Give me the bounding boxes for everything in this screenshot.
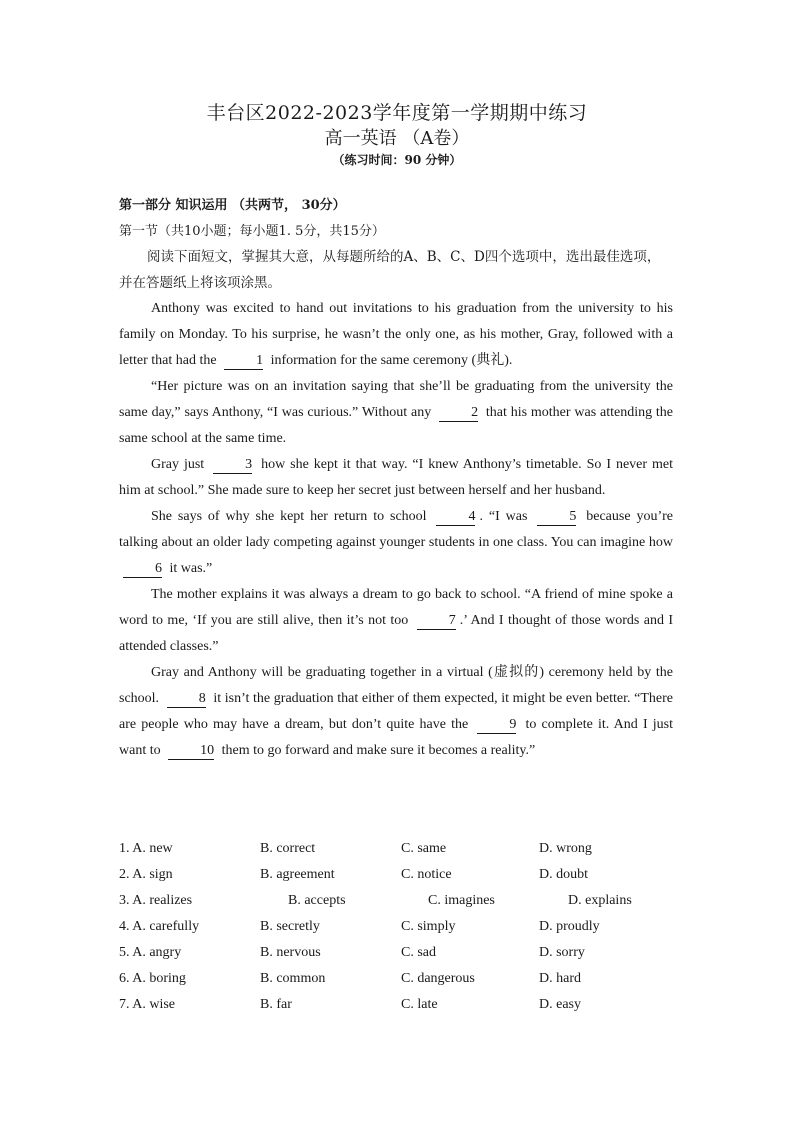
blank-5: 5 (537, 508, 576, 526)
text: She says of why she kept her return to school (151, 509, 427, 524)
option-b: B. far (260, 997, 292, 1012)
option-c: C. simply (401, 919, 456, 934)
blank-3: 3 (213, 456, 252, 474)
option-a: 4. A. carefully (119, 919, 200, 934)
question-row (119, 841, 679, 867)
option-d: D. explains (568, 893, 632, 908)
paragraph-5 (119, 582, 673, 660)
option-a: 3. A. realizes (119, 893, 193, 908)
text: information for the same ceremony (典礼). (270, 353, 513, 368)
paragraph-2 (119, 374, 673, 452)
instruction-line-1: 阅读下面短文，掌握其大意，从每题所给的A、B、C、D四个选项中，选出最佳选项， (147, 249, 661, 265)
blank-10: 10 (168, 742, 214, 760)
option-d: D. doubt (539, 867, 588, 882)
question-row (119, 997, 679, 1023)
section-heading: 第一节（共10小题；每小题1. 5分，共15分） (119, 224, 385, 239)
text: because you’re talking about an older lady competing against younger students in one class. You can imagine how (119, 509, 673, 550)
option-a: 5. A. angry (119, 945, 182, 960)
exam-subtitle: 高一英语 （A卷） (324, 128, 470, 149)
blank-9: 9 (477, 716, 516, 734)
answer-options (119, 841, 679, 1023)
text: . “I was (479, 509, 528, 524)
exam-title: 丰台区2022-2023学年度第一学期期中练习 (206, 102, 588, 124)
exam-time-note: （练习时间：90 分钟） (332, 153, 462, 167)
text: it isn’t the graduation that either of them expected, it might be even better. “There are people who may have a dream, but don’t quite have the (119, 691, 673, 732)
option-d: D. sorry (539, 945, 585, 960)
text: .’ And I thought of those words and I attended classes.” (119, 613, 674, 654)
paragraph-4 (119, 504, 673, 582)
part-heading: 第一部分 知识运用 （共两节， 30分） (119, 198, 346, 213)
option-b: B. correct (260, 841, 316, 856)
option-c: C. imagines (428, 893, 495, 908)
text: Anthony was excited to hand out invitations to his graduation from the university to his family on Monday. To his surprise, he wasn’t the only one, as his mother, Gray, followed with a letter that had the (119, 301, 673, 368)
text: to complete it. And I just want to (119, 717, 673, 758)
question-row (119, 945, 679, 971)
option-b: B. secretly (260, 919, 320, 934)
option-c: C. notice (401, 867, 452, 882)
option-d: D. hard (539, 971, 581, 986)
blank-7: 7 (417, 612, 456, 630)
option-b: B. accepts (288, 893, 346, 908)
option-a: 7. A. wise (119, 997, 175, 1012)
option-d: D. wrong (539, 841, 592, 856)
blank-2: 2 (439, 404, 478, 422)
instructions (119, 244, 684, 296)
option-c: C. same (401, 841, 447, 856)
option-d: D. proudly (539, 919, 600, 934)
text: them to go forward and make sure it becomes a reality.” (221, 743, 536, 758)
paragraph-3 (119, 452, 673, 504)
blank-6: 6 (123, 560, 162, 578)
option-a: 6. A. boring (119, 971, 186, 986)
text: The mother explains it was always a dream to go back to school. “A friend of mine spoke a word to me, ‘If you are still alive, then it’s not too (119, 587, 673, 628)
instruction-line-2: 并在答题纸上将该项涂黑。 (119, 275, 281, 291)
option-b: B. nervous (260, 945, 321, 960)
text: that his mother was attending the same school at the same time. (119, 405, 674, 446)
option-d: D. easy (539, 997, 581, 1012)
paragraph-1 (119, 296, 673, 374)
option-b: B. common (260, 971, 326, 986)
question-row (119, 867, 679, 893)
option-c: C. sad (401, 945, 436, 960)
option-b: B. agreement (260, 867, 335, 882)
question-row (119, 971, 679, 997)
blank-4: 4 (436, 508, 475, 526)
blank-1: 1 (224, 352, 263, 370)
question-row (119, 893, 679, 919)
text: it was.” (169, 561, 213, 576)
question-row (119, 919, 679, 945)
text: Gray just (151, 457, 205, 472)
option-a: 2. A. sign (119, 867, 173, 882)
text: “Her picture was on an invitation saying that she’ll be graduating from the university the same day,” says Anthony, “I was curious.” Without any (119, 379, 673, 420)
blank-8: 8 (167, 690, 206, 708)
text: Gray and Anthony will be graduating together in a virtual (虚拟的) ceremony held by the school. (119, 665, 673, 706)
text: how she kept it that way. “I knew Anthony’s timetable. So I never met him at school.” She made sure to keep her secret just between herself and her husband. (119, 457, 674, 498)
paragraph-6 (119, 660, 673, 764)
option-c: C. dangerous (401, 971, 475, 986)
option-a: 1. A. new (119, 841, 173, 856)
option-c: C. late (401, 997, 438, 1012)
reading-passage (119, 296, 673, 764)
